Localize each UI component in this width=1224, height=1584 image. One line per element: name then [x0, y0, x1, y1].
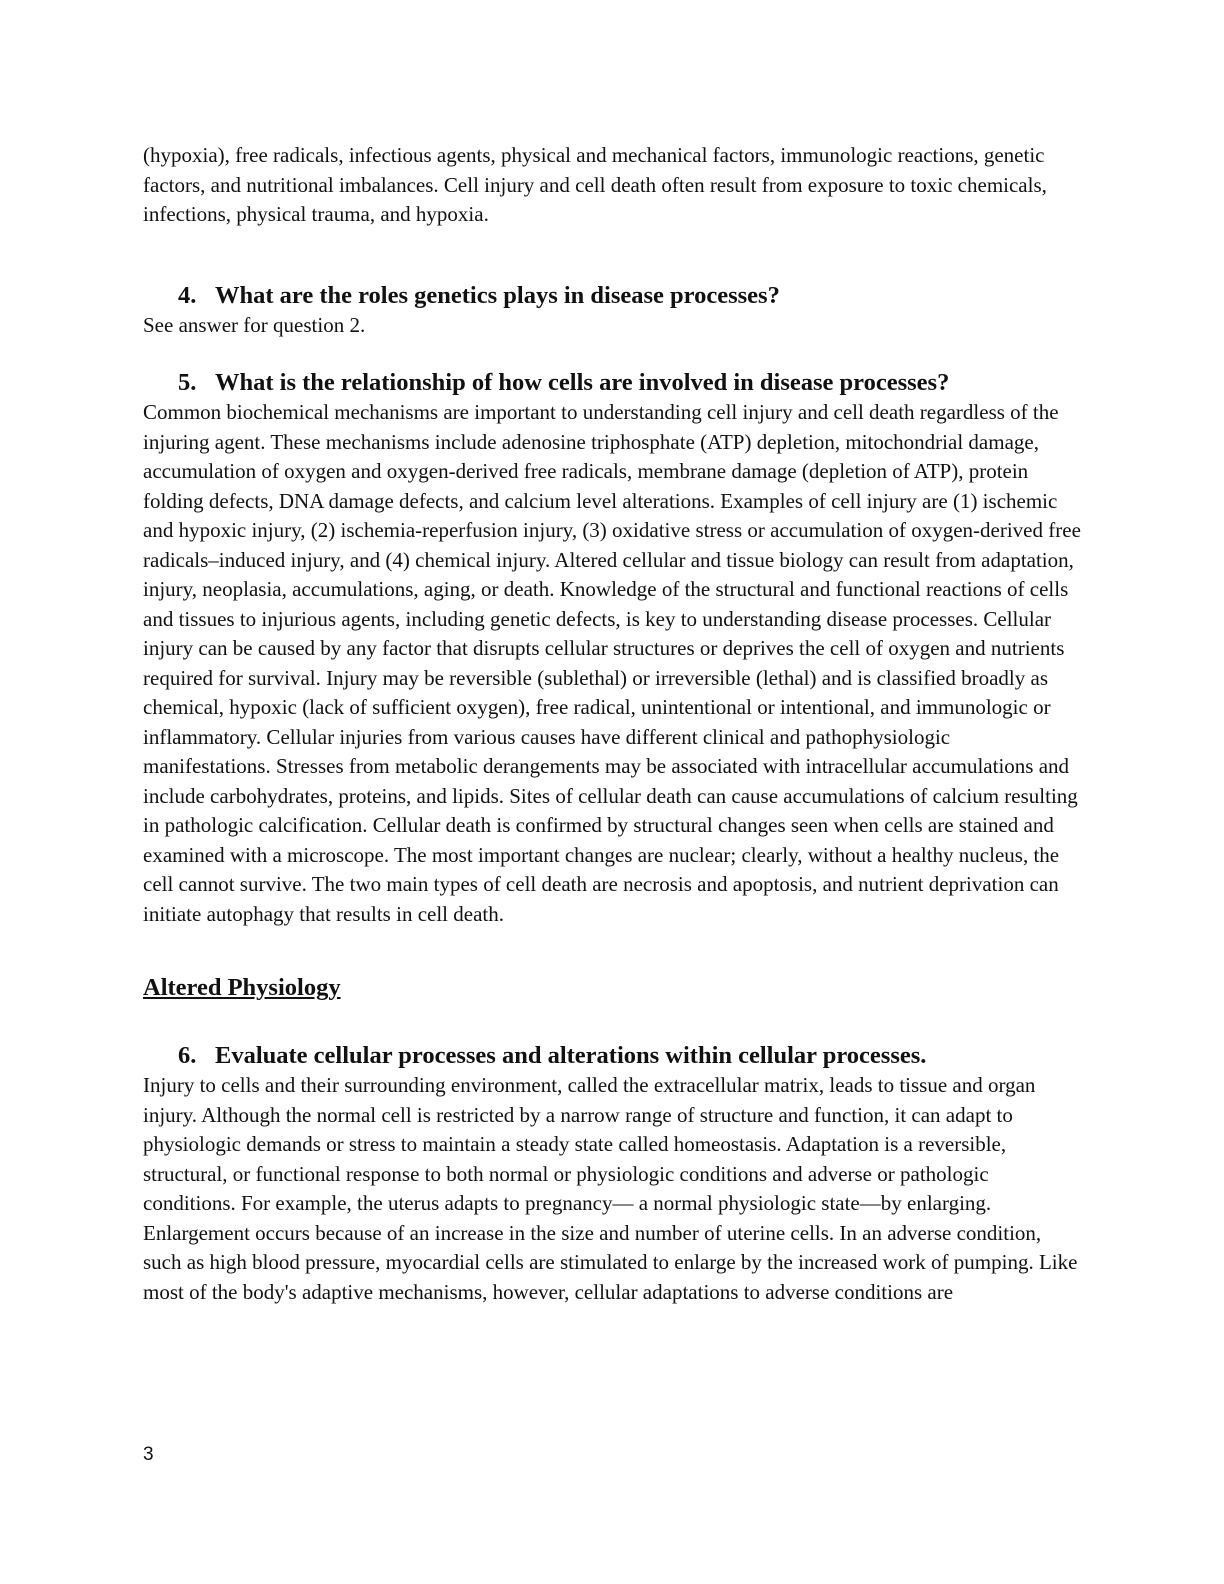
question-6-heading	[143, 1041, 1083, 1071]
section-title-altered-physiology: Altered Physiology	[143, 974, 341, 1001]
question-5-text: What is the relationship of how cells are involved in disease processes?	[215, 369, 950, 396]
spacer	[143, 340, 1083, 368]
question-5-heading	[143, 368, 1083, 398]
document-page	[143, 141, 1083, 1307]
question-5-number: 5.	[178, 369, 197, 396]
question-6-number: 6.	[178, 1042, 197, 1069]
spacer	[143, 230, 1083, 281]
question-4-text: What are the roles genetics plays in disease processes?	[215, 281, 780, 309]
spacer	[143, 929, 1083, 973]
question-4-answer: See answer for question 2.	[143, 312, 366, 337]
question-5-answer: Common biochemical mechanisms are important to understanding cell injury and cell death regardless of the injuring agent. These mechanisms include adenosine triphosphate (ATP) depletion, mitochondrial damage, accumulation of oxygen and oxygen-derived free radicals, membrane damage (depletion of ATP), protein folding defects, DNA damage defects, and calcium level alterations. Examples of cell injury are (1) ischemic and hypoxic injury, (2) ischemia-reperfusion injury, (3) oxidative stress or accumulation of oxygen-derived free radicals–induced injury, and (4) chemical injury. Altered cellular and tissue biology can result from adaptation, injury, neoplasia, accumulations, aging, or death. Knowledge of the structural and functional reactions of cells and tissues to injurious agents, including genetic defects, is key to understanding disease processes. Cellular injury can be caused by any factor that disrupts cellular structures or deprives the cell of oxygen and nutrients required for survival. Injury may be reversible (sublethal) or irreversible (lethal) and is classified broadly as chemical, hypoxic (lack of sufficient oxygen), free radical, unintentional or intentional, and immunologic or inflammatory. Cellular injuries from various causes have different clinical and pathophysiologic manifestations. Stresses from metabolic derangements may be associated with intracellular accumulations and include carbohydrates, proteins, and lipids. Sites of cellular death can cause accumulations of calcium resulting in pathologic calcification. Cellular death is confirmed by structural changes seen when cells are stained and examined with a microscope. The most important changes are nuclear; clearly, without a healthy nucleus, the cell cannot survive. The two main types of cell death are necrosis and apoptosis, and nutrient deprivation can initiate autophagy that results in cell death.	[143, 400, 1081, 926]
intro-paragraph: (hypoxia), free radicals, infectious agents, physical and mechanical factors, immunologic reactions, genetic factors, and nutritional imbalances. Cell injury and cell death often result from exposure to toxic chemicals, infections, physical trauma, and hypoxia.	[143, 143, 1047, 226]
page-number: 3	[143, 1444, 154, 1465]
spacer	[143, 1003, 1083, 1041]
question-4-heading	[143, 281, 1083, 311]
question-6-answer: Injury to cells and their surrounding environment, called the extracellular matrix, leads to tissue and organ injury. Although the normal cell is restricted by a narrow range of structure and function, it can adapt to physiologic demands or stress to maintain a steady state called homeostasis. Adaptation is a reversible, structural, or functional response to both normal or physiologic conditions and adverse or pathologic conditions. For example, the uterus adapts to pregnancy— a normal physiologic state—by enlarging. Enlargement occurs because of an increase in the size and number of uterine cells. In an adverse condition, such as high blood pressure, myocardial cells are stimulated to enlarge by the increased work of pumping. Like most of the body's adaptive mechanisms, however, cellular adaptations to adverse conditions are	[143, 1073, 1078, 1304]
question-6-text: Evaluate cellular processes and alterations within cellular processes.	[215, 1042, 927, 1069]
question-4-number: 4.	[178, 281, 197, 309]
